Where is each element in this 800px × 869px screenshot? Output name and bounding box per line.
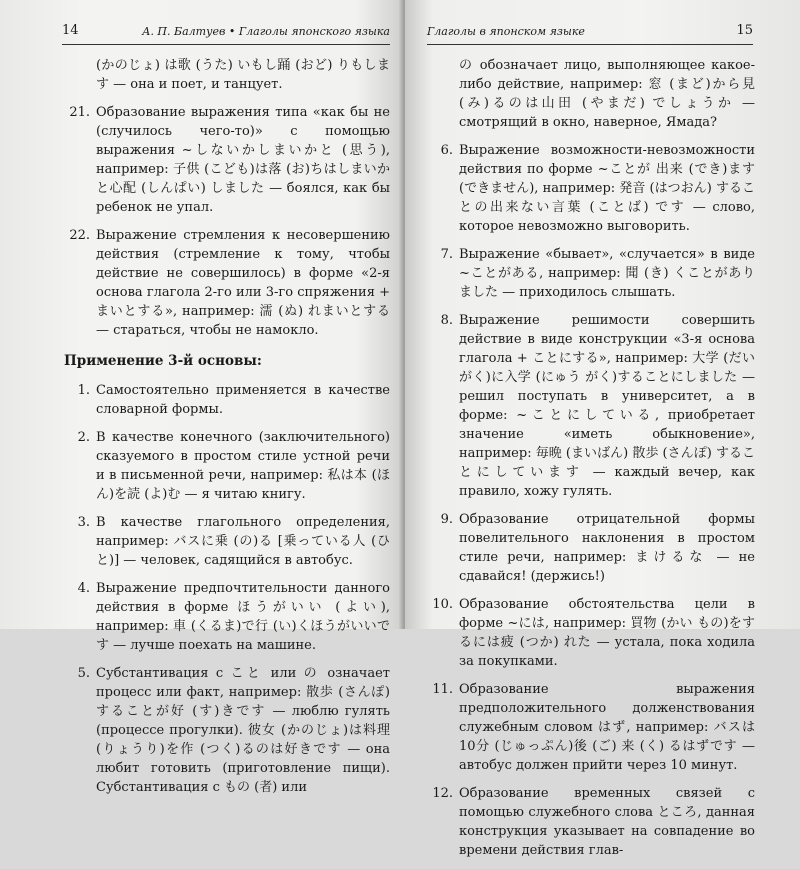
item-text: Выражение «бывает», «случается» в виде ~ことがある, например: 聞 (き) くことがありました — приходилось слышать. [459,247,755,300]
item-text: Субстантивация с こと или の означает процесс или факт, например: 散歩 (さんぽ)することが好 (す)きです — люблю гулять (процессе прогулки). 彼女 (かのじょ)は料理 (りょうり)を作 (つく)るのは好きです — она любит готовить (приготовление пищи). Субстантивация с もの (者) или [96,666,390,795]
list-item [427,680,755,775]
list-item [427,595,755,671]
right-page-header [427,22,753,45]
item-text: Образование отрицательной формы повелительного наклонения в простом стиле речи, например: まけるな — не сдавайся! (держись!) [459,512,755,584]
item-text: Выражение возможности-невозможности действия по форме ~ことが 出来 (でき)ます (できません), например: 発音 (はつおん) することの出来ない言葉 (ことば) です — слово, которое невозможно выговорить. [459,143,755,234]
list-item [427,141,755,236]
continuation-text: (かのじょ) は歌 (うた) いもし踊 (おど) りもします — она и поет, и танцует. [96,58,390,92]
list-item [427,311,755,501]
item-number: 22. [69,228,90,243]
item-text: В качестве конечного (заключительного) сказуемого в простом стиле устной речи и в письменной речи, например: 私は本 (ほん)を読 (よ)む — я читаю книгу. [96,430,390,502]
item-text: Выражение стремления к несовершению действия (стремление к тому, чтобы действие не совершилось) в форме «2-я основа глагола 2-го или 3-го спряжения + まいとする», например: 濡 (ぬ) れまいとする — стараться, чтобы не намокло. [96,228,390,338]
item-number: 4. [77,581,90,596]
item-text: Образование выражения предположительного долженствования служебным словом はず, например: バスは10分 (じゅっぷん)後 (ご) 来 (く) るはずです — автобус должен прийти через 10 минут. [459,682,755,773]
item-number: 10. [432,597,453,612]
right-page [405,0,800,858]
item-text: Самостоятельно применяется в качестве словарной формы. [96,383,390,417]
list-item [64,664,390,797]
item-number: 8. [440,313,453,328]
list-item [64,381,390,419]
item-text: Образование временных связей с помощью служебного слова ところ, данная конструкция указывает на совпадение во времени действия глав- [459,786,755,858]
item-text: Образование выражения типа «как бы не (случилось чего-то)» с помощью выражения ~しないかしまいかと (思う), например: 子供 (こども)は落 (お)ちはしまいかと心配 (しんぱい) しました — боялся, как бы ребенок не упал. [96,105,390,215]
left-page-header [62,22,390,45]
list-item [64,428,390,504]
running-title: А. П. Балтуев • Глаголы японского языка [142,25,390,38]
item-text: Образование обстоятельства цели в форме ~には, например: 買物 (かい もの)をするには疲 (つか) れた — устала, пока ходила за покупками. [459,597,755,669]
item-text: В качестве глагольного определения, например: バスに乗 (の)る [乗っている人 (ひと)] — человек, садящийся в автобус. [96,515,390,568]
item-number: 12. [432,786,453,801]
list-item [427,510,755,586]
left-page-content [64,56,390,806]
item-number: 11. [432,682,453,697]
right-page-content [427,56,755,869]
item-number: 21. [69,105,90,120]
running-title: Глаголы в японском языке [427,25,585,38]
page-number: 15 [736,23,753,38]
item-number: 9. [440,512,453,527]
item-number: 6. [440,143,453,158]
item-number: 1. [77,383,90,398]
item-number: 2. [77,430,90,445]
item-text: Выражение решимости совершить действие в виде конструкции «3-я основа глагола + ことにする», например: 大学 (だいがく)に入学 (にゅう がく)することにしました — решил поступать в университет, а в форме: ~ことにしている, приобретает значение «иметь обыкновение», например: 毎晩 (まいばん) 散歩 (さんぽ) することにしています — каждый вечер, как правило, хожу гулять. [459,313,755,499]
item-number: 3. [77,515,90,530]
page-number: 14 [62,23,79,38]
list-item [427,784,755,860]
continuation-text: の обозначает лицо, выполняющее какое-либо действие, например: 窓 (まど)から見 (み)るのは山田 (やまだ) でしょうか — смотрящий в окно, наверное, Ямада? [459,58,755,130]
list-item [427,245,755,302]
list-item [64,226,390,340]
item-text: Выражение предпочтительности данного действия в форме ほうがいい (よい), например: 車 (くるま)で行 (い)くほうがいいです — лучше поехать на машине. [96,581,390,653]
item-number: 7. [440,247,453,262]
list-item [64,103,390,217]
left-page [0,0,404,795]
list-item [64,513,390,570]
list-item [64,579,390,655]
section-heading: Применение 3-й основы: [64,353,262,369]
item-number: 5. [77,666,90,681]
